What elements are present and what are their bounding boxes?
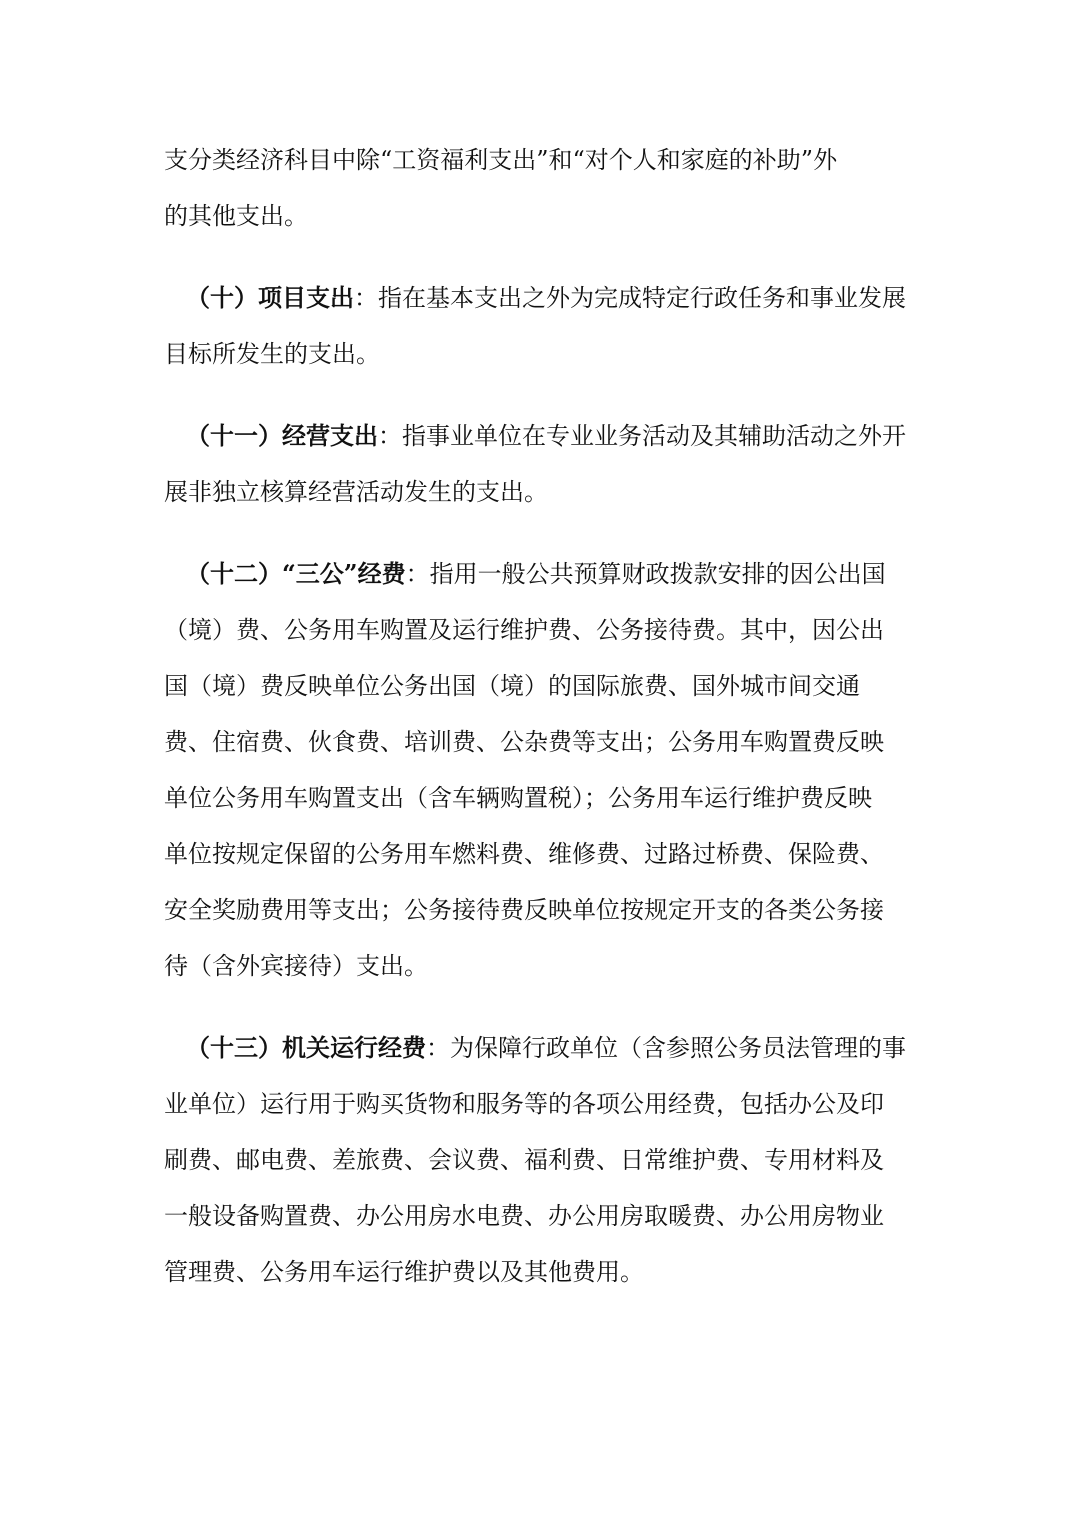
text-line: 业单位）运行用于购买货物和服务等的各项公用经费，包括办公及印 <box>164 1090 884 1118</box>
term-heading: （十）项目支出 <box>186 283 354 312</box>
paragraph-operating-expenditure <box>164 408 914 520</box>
text-line: 国（境）费反映单位公务出国（境）的国际旅费、国外城市间交通 <box>164 672 860 700</box>
term-definition: ：指在基本支出之外为完成特定行政任务和事业发展 <box>354 284 906 312</box>
text-line: 展非独立核算经营活动发生的支出。 <box>164 478 548 506</box>
text-line <box>164 546 914 602</box>
paragraph-project-expenditure <box>164 270 914 382</box>
paragraph-agency-operating-expenses <box>164 1020 914 1300</box>
text-line: 一般设备购置费、办公用房水电费、办公用房取暖费、办公用房物业 <box>164 1202 884 1230</box>
term-definition: ：为保障行政单位（含参照公务员法管理的事 <box>426 1034 906 1062</box>
text-line <box>164 270 914 326</box>
text-line <box>164 408 914 464</box>
text-line: 单位公务用车购置支出（含车辆购置税）；公务用车运行维护费反映 <box>164 784 872 812</box>
text-line: 管理费、公务用车运行维护费以及其他费用。 <box>164 1258 644 1286</box>
text-line <box>164 1020 914 1076</box>
text-line: 的其他支出。 <box>164 202 308 230</box>
paragraph-continuation <box>164 132 914 244</box>
term-definition: ：指用一般公共预算财政拨款安排的因公出国 <box>405 560 886 588</box>
term-definition: ：指事业单位在专业业务活动及其辅助活动之外开 <box>378 422 906 450</box>
paragraph-three-public-expenses <box>164 546 914 994</box>
text-line: 待（含外宾接待）支出。 <box>164 952 428 980</box>
text-line: 安全奖励费用等支出；公务接待费反映单位按规定开支的各类公务接 <box>164 896 884 924</box>
text-line: 目标所发生的支出。 <box>164 340 380 368</box>
term-heading: （十一）经营支出 <box>186 421 378 450</box>
text-line: 单位按规定保留的公务用车燃料费、维修费、过路过桥费、保险费、 <box>164 840 884 868</box>
text-line: 刷费、邮电费、差旅费、会议费、福利费、日常维护费、专用材料及 <box>164 1146 884 1174</box>
text-line: （境）费、公务用车购置及运行维护费、公务接待费。其中，因公出 <box>164 616 884 644</box>
term-heading: （十二）“三公”经费 <box>186 559 406 588</box>
text-line: 支分类经济科目中除“工资福利支出”和“对个人和家庭的补助”外 <box>164 146 838 174</box>
term-heading: （十三）机关运行经费 <box>186 1033 426 1062</box>
text-line: 费、住宿费、伙食费、培训费、公杂费等支出；公务用车购置费反映 <box>164 728 884 756</box>
